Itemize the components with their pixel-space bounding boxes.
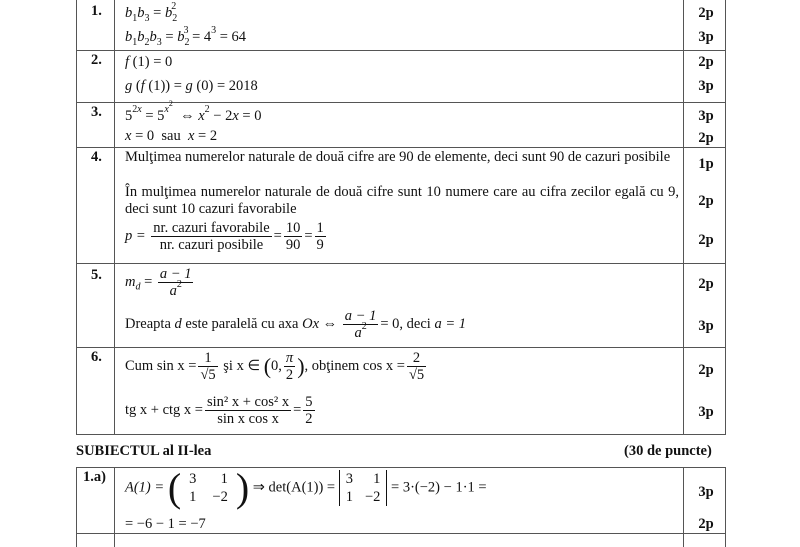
fraction bbox=[315, 220, 326, 253]
points-label: 2p bbox=[698, 232, 714, 248]
section-score: (30 de puncte) bbox=[624, 443, 712, 459]
formula-text: sin x = bbox=[156, 357, 197, 374]
points-label: 3p bbox=[698, 404, 714, 420]
points-label: 2p bbox=[698, 516, 714, 532]
matrix bbox=[181, 470, 236, 506]
points-label: 3p bbox=[698, 484, 714, 500]
item-number: 6. bbox=[91, 349, 102, 365]
determinant bbox=[339, 470, 388, 506]
formula-line: $m_d$ = $\frac{a - 1}{a^2}$ bbox=[125, 266, 192, 299]
exponent: 2 bbox=[176, 279, 182, 291]
formula-line: $b_1b_2b_3 = b_2^3 = 4^3 = 64$ bbox=[125, 25, 247, 48]
points-label: 1p bbox=[698, 156, 714, 172]
points-label: 2p bbox=[698, 362, 714, 378]
fraction bbox=[407, 350, 426, 383]
matrix-cell: 1 bbox=[345, 489, 353, 505]
matrix-cell: 1 bbox=[220, 471, 228, 487]
fraction-numerator: 2 bbox=[407, 350, 426, 367]
formula-text: 0, bbox=[271, 357, 282, 374]
fraction bbox=[205, 394, 291, 427]
points-label: 3p bbox=[698, 29, 714, 45]
points-label: 2p bbox=[698, 54, 714, 70]
formula-line: g (f (1)) = g (0) = 2018 bbox=[125, 78, 258, 94]
fraction-numerator: a − 1 bbox=[159, 266, 192, 282]
fraction bbox=[284, 350, 295, 383]
fraction-numerator: 5 bbox=[305, 394, 313, 410]
item-number: 1.a) bbox=[83, 469, 106, 485]
fraction bbox=[198, 350, 217, 383]
formula-text: A(1) = bbox=[125, 479, 165, 496]
formula-text: este paralelă cu axa bbox=[185, 315, 299, 332]
points-label: 2p bbox=[698, 276, 714, 292]
fraction bbox=[343, 308, 379, 341]
formula-line bbox=[125, 308, 466, 341]
formula-line: x = 0 sau x = 2 bbox=[125, 128, 218, 144]
fraction-denominator bbox=[343, 321, 379, 341]
formula-text: ⇔ bbox=[322, 315, 338, 332]
fraction bbox=[284, 220, 303, 253]
item-number: 5. bbox=[91, 267, 102, 283]
fraction-denominator bbox=[158, 279, 194, 299]
paragraph: În mulţimea numerelor naturale de două cifre sunt 10 numere care au cifra zecilor egală cu 9, deci sunt 10 cazuri favorabile bbox=[125, 184, 679, 217]
fraction bbox=[303, 394, 314, 427]
points-label: 3p bbox=[698, 108, 714, 124]
formula-text: m bbox=[125, 273, 136, 290]
points-label: 3p bbox=[698, 318, 714, 334]
formula-line: = −6 − 1 = −7 bbox=[125, 516, 206, 532]
fraction-denominator: √5 bbox=[200, 367, 216, 383]
fraction-numerator: a − 1 bbox=[344, 308, 377, 324]
fraction-denominator: nr. cazuri posibile bbox=[159, 237, 264, 253]
matrix-cell: 3 bbox=[345, 471, 353, 487]
paren-right: ) bbox=[297, 353, 305, 379]
fraction-denominator: 9 bbox=[316, 237, 324, 253]
points-label: 3p bbox=[698, 78, 714, 94]
matrix-cell: 1 bbox=[189, 489, 197, 505]
table-row-4 bbox=[77, 147, 725, 263]
table-row-1a bbox=[77, 465, 725, 534]
formula-text: = 0 bbox=[380, 315, 400, 332]
item-number: 2. bbox=[91, 52, 102, 68]
formula-text: p = bbox=[125, 227, 146, 244]
fraction-denominator: sin x cos x bbox=[217, 411, 279, 427]
paren-left: ( bbox=[167, 465, 182, 510]
paren-left: ( bbox=[263, 353, 272, 379]
table-row-3 bbox=[77, 99, 725, 147]
fraction bbox=[151, 220, 271, 253]
paragraph: Mulţimea numerelor naturale de două cifre are 90 de elemente, deci sunt 90 de cazuri posibile bbox=[125, 149, 671, 165]
formula-text: ⇒ det(A(1)) = bbox=[252, 479, 336, 496]
matrix-cell: −2 bbox=[364, 489, 381, 505]
formula-line: $5^{2x} = 5^{x^2}$ ⇔ $x^2 - 2x = 0$ bbox=[125, 99, 262, 125]
formula-text: Ox bbox=[302, 315, 320, 332]
subject2-table bbox=[76, 467, 726, 547]
formula-text: tg x + ctg x = bbox=[125, 401, 203, 418]
item-number: 3. bbox=[91, 104, 102, 120]
formula-line bbox=[125, 350, 428, 383]
formula-line: f (1) = 0 bbox=[125, 54, 173, 70]
fraction-numerator: 10 bbox=[285, 220, 301, 236]
formula-text: Cum bbox=[125, 357, 154, 374]
formula-line bbox=[125, 465, 487, 510]
matrix-cell: 3 bbox=[189, 471, 197, 487]
table-row-1 bbox=[77, 0, 725, 50]
fraction-numerator: sin² x + cos² x bbox=[206, 394, 290, 410]
matrix-cell: −2 bbox=[212, 489, 228, 505]
fraction bbox=[158, 266, 194, 299]
points-label: 2p bbox=[698, 193, 714, 209]
formula-text: , obţinem bbox=[304, 357, 360, 374]
fraction-denominator: 2 bbox=[285, 367, 294, 383]
item-number: 4. bbox=[91, 149, 102, 165]
formula-line: $b_1b_3 = b_2^2$ bbox=[125, 1, 178, 24]
formula-text: , deci bbox=[399, 315, 431, 332]
points-label: 2p bbox=[698, 130, 714, 146]
formula-text: a = 1 bbox=[434, 315, 466, 332]
fraction-denominator: 2 bbox=[305, 411, 313, 427]
section-title: SUBIECTUL al II-lea bbox=[76, 443, 212, 459]
fraction-denominator: 90 bbox=[285, 237, 301, 253]
fraction-numerator: nr. cazuri favorabile bbox=[153, 220, 270, 236]
subject1-table bbox=[76, 0, 726, 435]
formula-text: şi bbox=[223, 357, 233, 374]
exponent: 2 bbox=[361, 321, 367, 333]
formula-text: d bbox=[174, 315, 182, 332]
table-row-5 bbox=[77, 263, 725, 347]
formula-text: cos x = bbox=[362, 357, 405, 374]
matrix-cell: 1 bbox=[373, 471, 381, 487]
fraction-numerator: π bbox=[285, 350, 294, 366]
paren-right: ) bbox=[235, 465, 250, 510]
formula-text: d bbox=[135, 281, 141, 293]
formula-text: a bbox=[169, 283, 177, 299]
table-row-6 bbox=[77, 347, 725, 433]
fraction-numerator: 1 bbox=[316, 220, 324, 236]
formula-text: Dreapta bbox=[125, 315, 171, 332]
formula-line: tg x + ctg x = $\frac{\text{sin² x + cos² x}}{\text{sin x cos x}}$ = $\frac{5}{2}$ bbox=[125, 394, 313, 427]
fraction-denominator: √5 bbox=[408, 367, 425, 383]
formula-line: p = $\frac{\text{nr. cazuri favorabile}}{\text{nr. cazuri posibile}}$ = $\frac{10}{90}$ = $\frac{1}{9}$ bbox=[125, 220, 324, 253]
formula-text: a bbox=[354, 325, 362, 341]
table-row-2 bbox=[77, 50, 725, 102]
fraction-numerator: 1 bbox=[198, 350, 217, 367]
formula-text: x ∈ bbox=[236, 357, 261, 374]
item-number: 1. bbox=[91, 3, 102, 19]
points-label: 2p bbox=[698, 5, 714, 21]
formula-text: = 3·(−2) − 1·1 = bbox=[391, 479, 487, 496]
